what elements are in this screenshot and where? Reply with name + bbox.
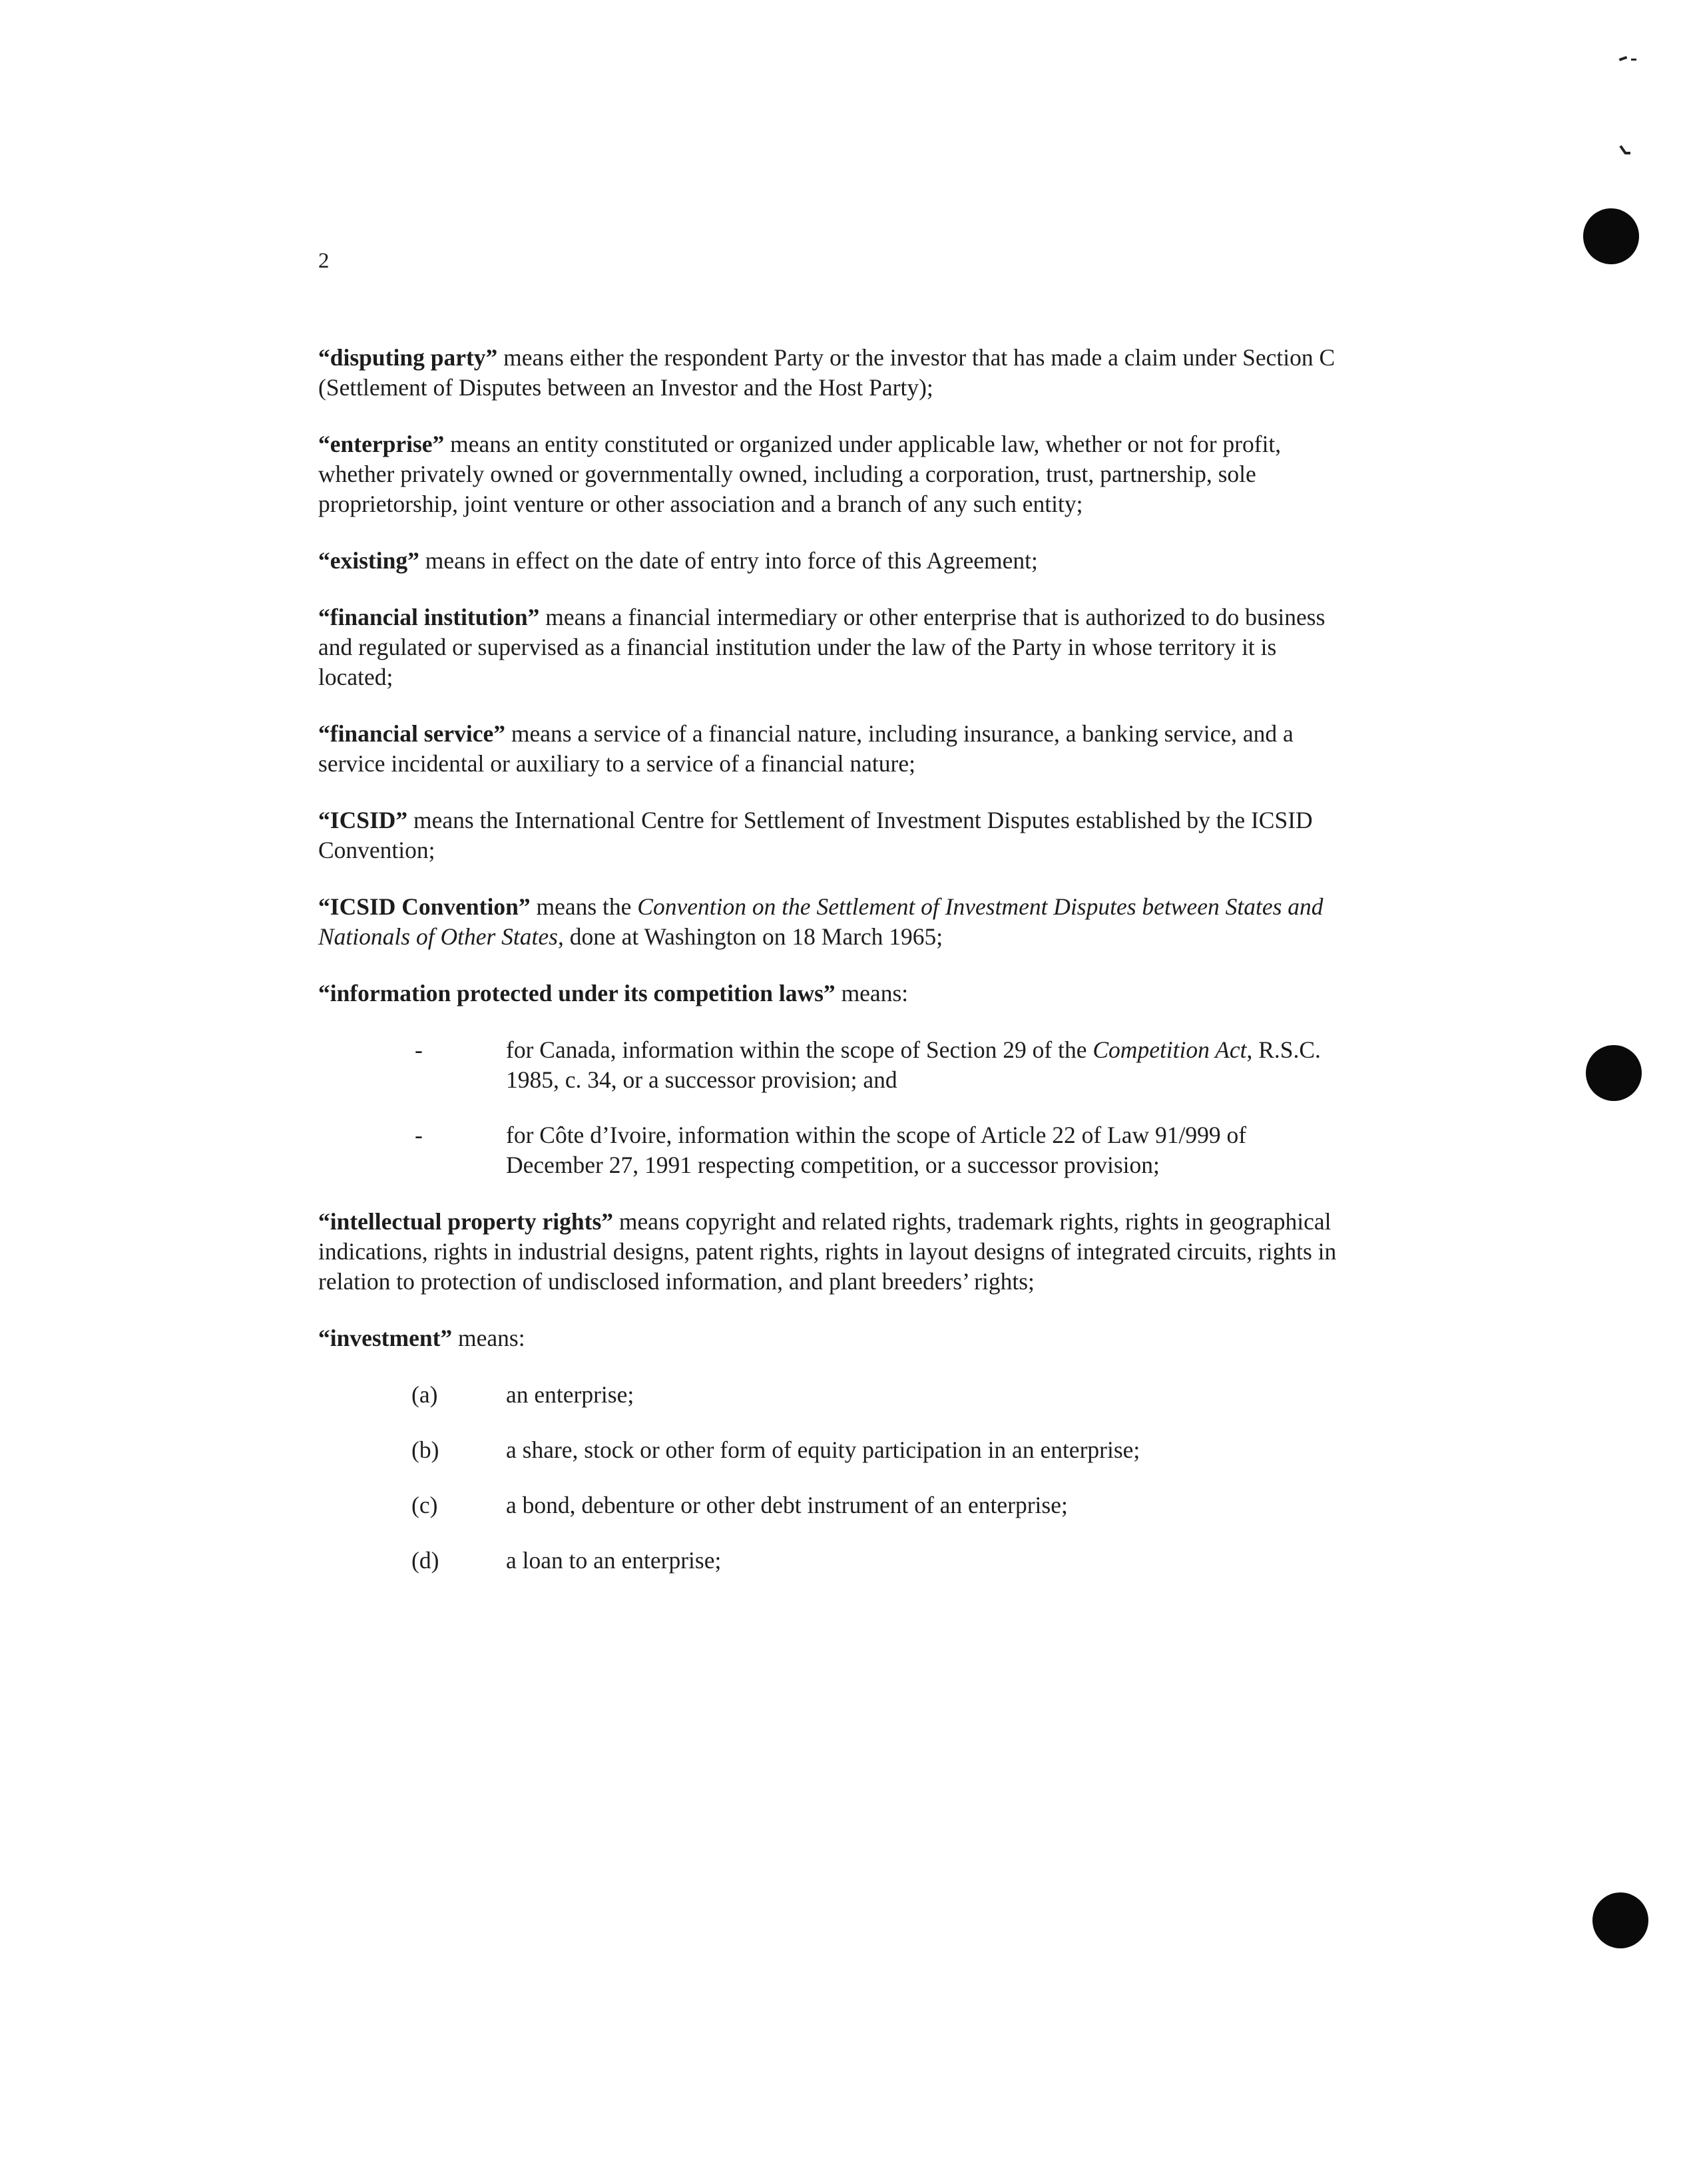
list-marker: (b)	[411, 1436, 439, 1463]
list-marker: (d)	[411, 1547, 439, 1574]
scan-speck	[1625, 152, 1630, 154]
definition-text: means a service of a financial nature, including insurance, a banking service, and a service incidental or auxiliary to a service of a financial nature;	[318, 720, 1294, 777]
definition-text: means either the respondent Party or the investor that has made a claim under Section C (Settlement of Disputes between an Investor and the Host Party);	[318, 344, 1335, 401]
definition-term: “enterprise”	[318, 431, 445, 457]
definition-icsid	[318, 805, 1347, 865]
definition-existing	[318, 546, 1347, 576]
list-marker: -	[415, 1122, 423, 1148]
definition-term: “financial service”	[318, 720, 505, 747]
definition-term: “financial institution”	[318, 604, 540, 630]
list-item-text: an enterprise;	[506, 1381, 634, 1408]
definition-text: means the	[530, 893, 638, 920]
definition-intellectual-property-rights	[318, 1207, 1347, 1297]
definition-disputing-party	[318, 343, 1347, 403]
punch-hole-bottom	[1592, 1892, 1648, 1948]
definition-text: means copyright and related rights, trademark rights, rights in geographical indications, rights in industrial designs, patent rights, rights in layout designs of integrated circuits, rights in relation to protection of undisclosed information, and plant breeders’ rights;	[318, 1208, 1337, 1295]
definition-term: “disputing party”	[318, 344, 498, 371]
list-item	[318, 1490, 1347, 1520]
definition-term: “information protected under its competition laws”	[318, 980, 836, 1006]
list-item-text: a share, stock or other form of equity participation in an enterprise;	[506, 1436, 1140, 1463]
definition-text: , done at Washington on 18 March 1965;	[557, 923, 943, 950]
definition-text: means a financial intermediary or other enterprise that is authorized to do business and regulated or supervised as a financial institution under the law of the Party in whose territory it is located;	[318, 604, 1326, 690]
convention-title: Convention on the Settlement of Investment Disputes between States and Nationals of Other States	[318, 893, 1324, 950]
list-item	[318, 1546, 1347, 1576]
definition-investment	[318, 1323, 1347, 1353]
list-item	[318, 1120, 1347, 1180]
definition-text: means an entity constituted or organized under applicable law, whether or not for profit, whether privately owned or governmentally owned, including a corporation, trust, partnership, sole proprietorship, joint venture or other association and a branch of any such entity;	[318, 431, 1282, 517]
definition-term: “ICSID Convention”	[318, 893, 531, 920]
list-item-text	[506, 1035, 1347, 1095]
definition-term: “existing”	[318, 547, 419, 574]
list-marker: (c)	[411, 1492, 438, 1518]
list-item	[318, 1435, 1347, 1465]
act-title: Competition Act	[1092, 1036, 1247, 1063]
competition-list	[318, 1035, 1347, 1180]
list-marker: -	[415, 1036, 423, 1063]
definition-text: means the International Centre for Settlement of Investment Disputes established by the ICSID Convention;	[318, 807, 1313, 863]
definition-term: “intellectual property rights”	[318, 1208, 614, 1235]
investment-list	[318, 1380, 1347, 1576]
definition-financial-institution	[318, 602, 1347, 692]
definition-icsid-convention	[318, 892, 1347, 952]
list-marker: (a)	[411, 1381, 438, 1408]
list-item	[318, 1380, 1347, 1410]
definition-text: means:	[835, 980, 909, 1006]
scan-speck	[1631, 59, 1636, 61]
list-item-text: for Côte d’Ivoire, information within the scope of Article 22 of Law 91/999 of December 27, 1991 respecting competition, or a successor provision;	[506, 1122, 1247, 1178]
scan-speck	[1619, 56, 1628, 61]
punch-hole-top	[1583, 208, 1639, 264]
list-item-text-part: , R.S.C. 1985, c. 34, or a successor provision; and	[506, 1036, 1321, 1093]
definition-competition-information	[318, 979, 1347, 1008]
definition-enterprise	[318, 429, 1347, 519]
document-body	[318, 343, 1347, 1602]
definition-financial-service	[318, 719, 1347, 779]
list-item-text-part: for Canada, information within the scope of Section 29 of the	[506, 1036, 1093, 1063]
definition-term: “investment”	[318, 1325, 453, 1351]
list-item-text: a loan to an enterprise;	[506, 1547, 722, 1574]
definition-text: means in effect on the date of entry into force of this Agreement;	[419, 547, 1038, 574]
definition-term: “ICSID”	[318, 807, 408, 833]
page-number: 2	[318, 249, 330, 273]
definition-text: means:	[452, 1325, 525, 1351]
punch-hole-middle	[1586, 1045, 1642, 1101]
list-item	[318, 1035, 1347, 1095]
list-item-text: a bond, debenture or other debt instrument of an enterprise;	[506, 1492, 1068, 1518]
